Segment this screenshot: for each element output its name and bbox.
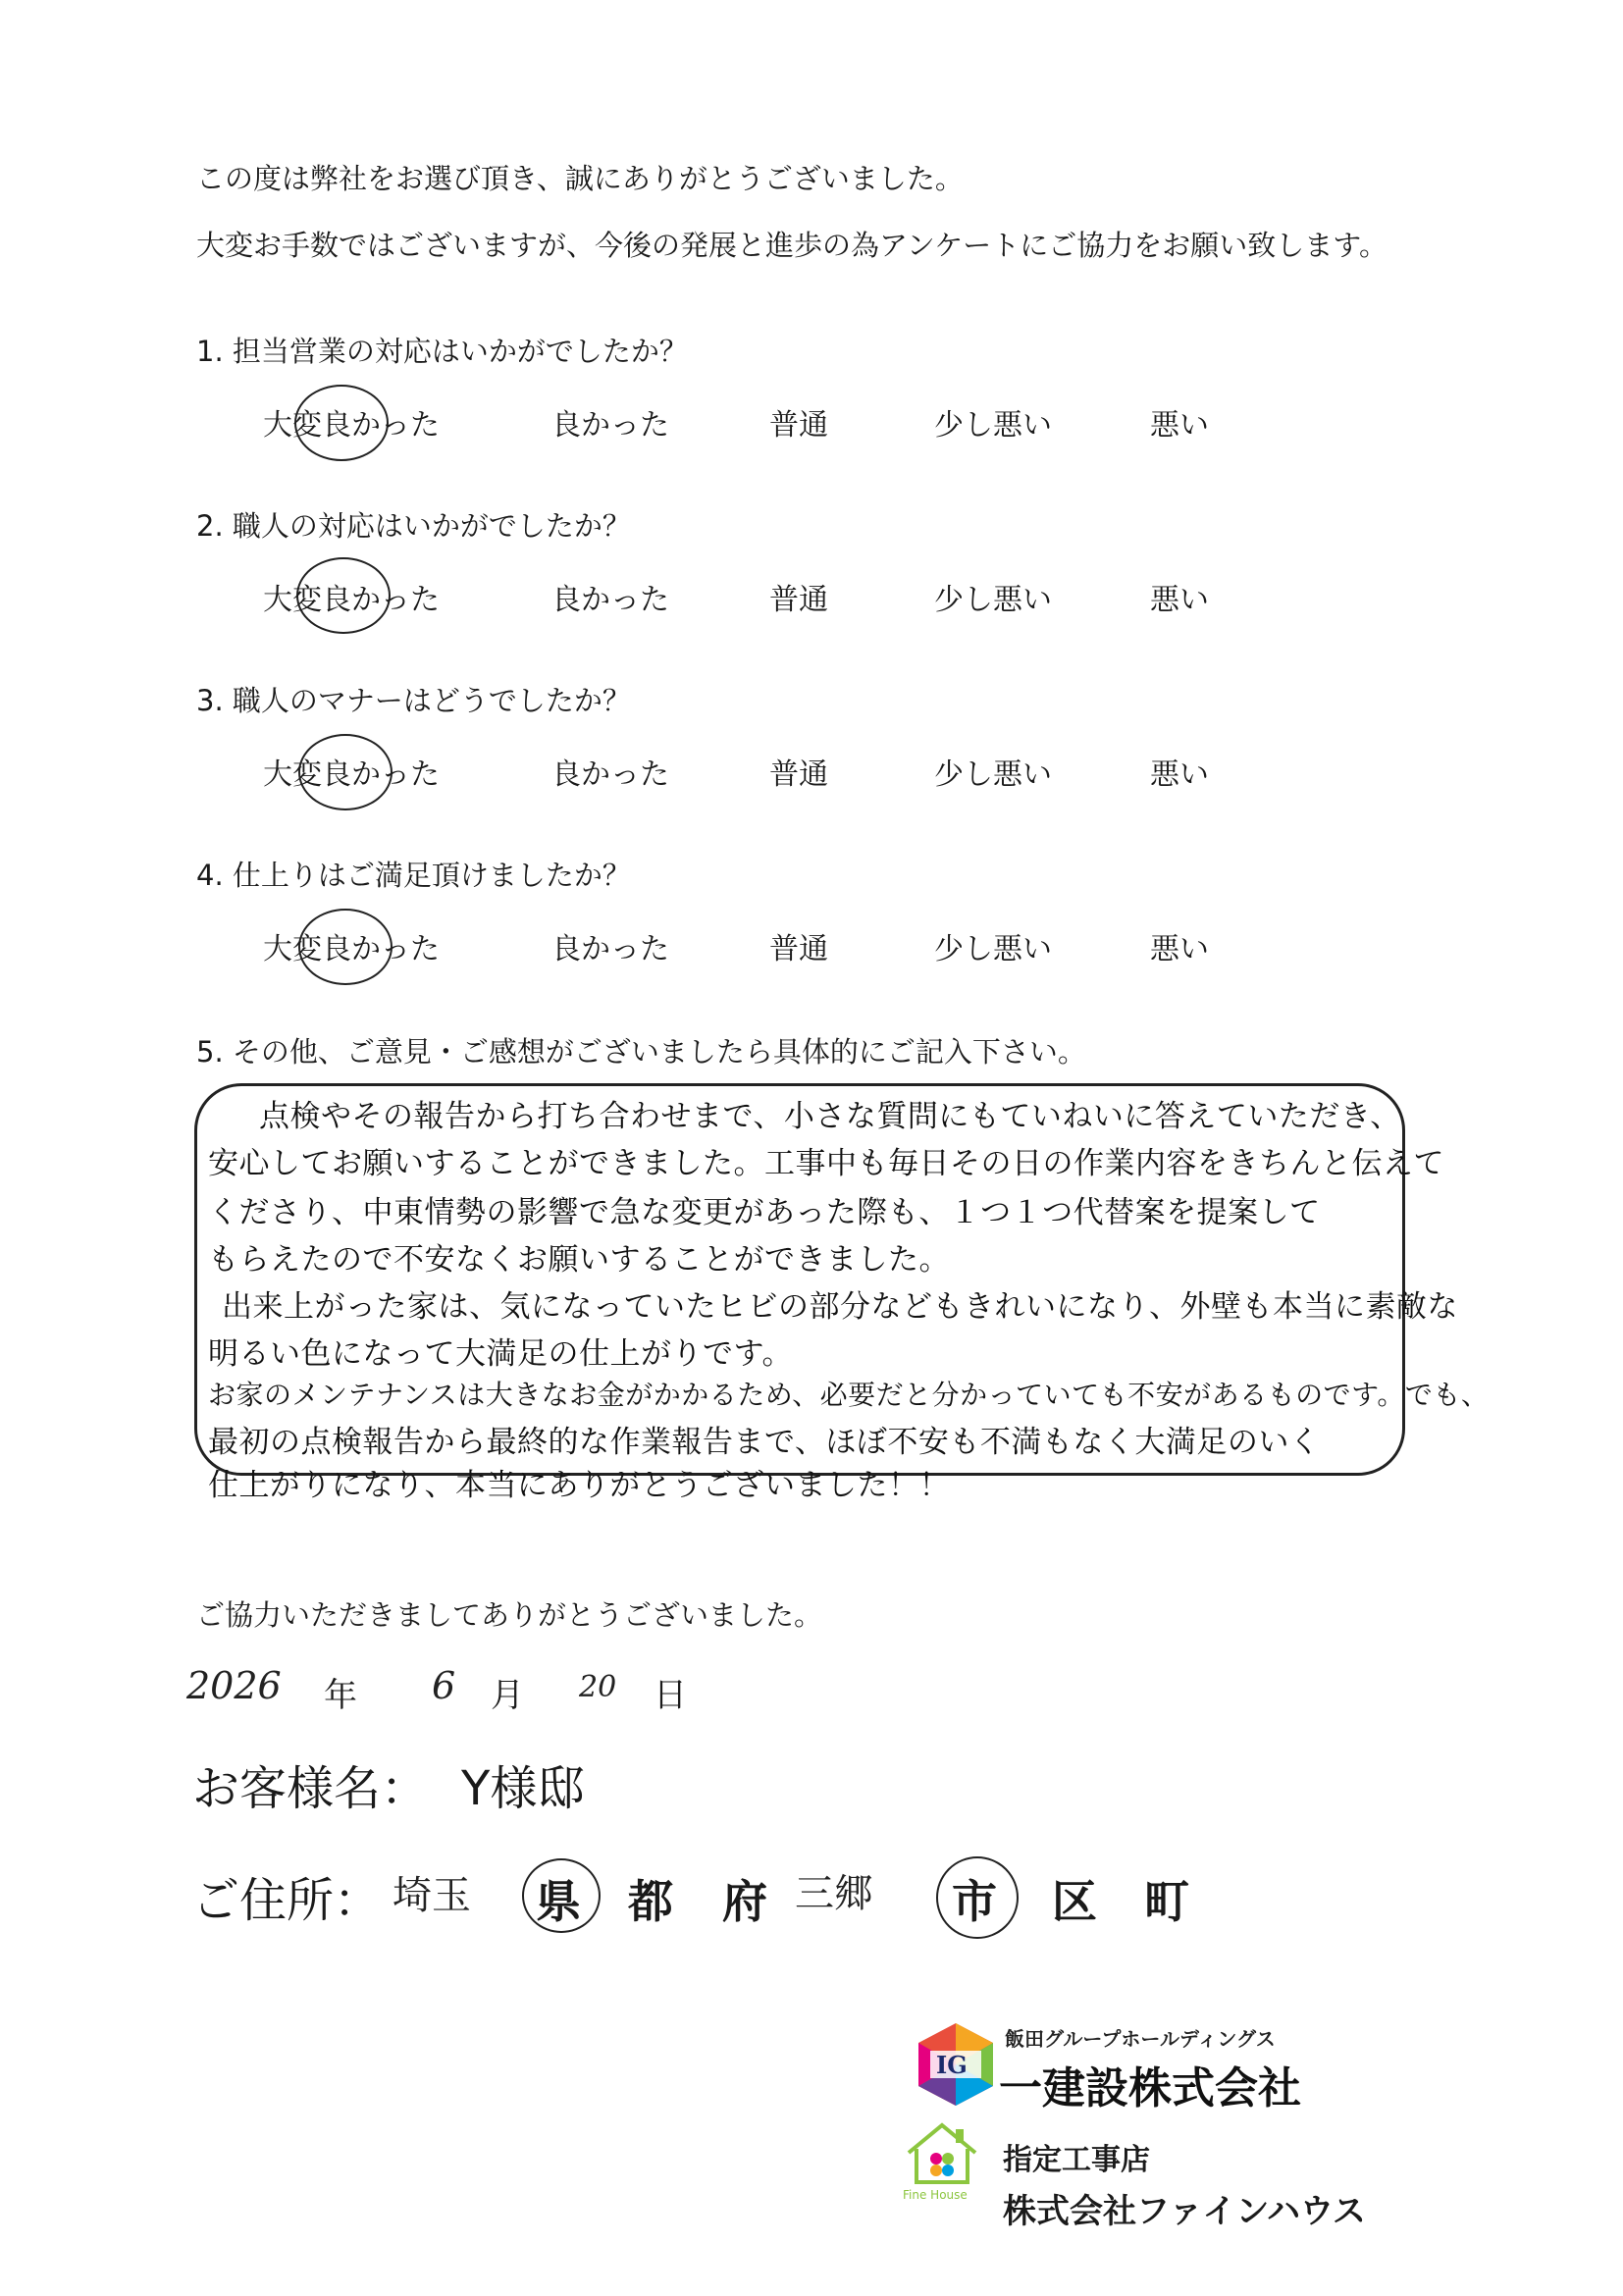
q2-option-very-good[interactable]: 大変良かった <box>263 583 440 617</box>
q2-option-bad[interactable]: 悪い <box>1150 583 1209 617</box>
date-month: 6 <box>432 1664 456 1707</box>
customer-label: お客様名： <box>192 1761 429 1816</box>
q3-option-good[interactable]: 良かった <box>551 757 669 792</box>
q2-option-slightly-bad[interactable]: 少し悪い <box>934 583 1052 617</box>
date-year: 2026 <box>186 1664 282 1707</box>
q2-option-good[interactable]: 良かった <box>551 583 669 617</box>
ig-logo-icon <box>913 2021 999 2108</box>
comment-line-6: 明るい色になって大満足の仕上がりです。 <box>208 1336 794 1372</box>
comment-line-3: くださり、中東情勢の影響で急な変更があった際も、１つ１つ代替案を提案して <box>208 1195 1321 1230</box>
q3-option-bad[interactable]: 悪い <box>1150 757 1209 792</box>
q1-option-slightly-bad[interactable]: 少し悪い <box>934 408 1052 443</box>
address-unit-metropolis[interactable]: 都 <box>628 1875 673 1928</box>
date-day-unit: 日 <box>654 1676 687 1715</box>
ig-logo-text: IG <box>936 2051 968 2079</box>
q1-option-very-good[interactable]: 大変良かった <box>263 408 440 443</box>
q1-option-good[interactable]: 良かった <box>551 408 669 443</box>
fine-house-logo-icon <box>903 2119 981 2204</box>
comment-line-4: もらえたので不安なくお願いすることができました。 <box>208 1242 950 1278</box>
comment-line-9: 仕上がりになり、本当にありがとうございました！！ <box>208 1468 950 1503</box>
q4-option-bad[interactable]: 悪い <box>1150 932 1209 966</box>
q4-option-good[interactable]: 良かった <box>551 932 669 966</box>
comment-line-7: お家のメンテナンスは大きなお金がかかるため、必要だと分かっていても不安があるものです。でも、 <box>208 1379 1490 1411</box>
address-unit-town[interactable]: 町 <box>1144 1875 1189 1928</box>
q4-option-very-good[interactable]: 大変良かった <box>263 932 440 966</box>
q4-option-slightly-bad[interactable]: 少し悪い <box>934 932 1052 966</box>
customer-name: Y様邸 <box>461 1761 585 1816</box>
address-city: 三郷 <box>795 1871 873 1916</box>
q4-option-normal[interactable]: 普通 <box>769 932 828 966</box>
question-5-label: 5. その他、ご意見・ご感想がございましたら具体的にご記入下さい。 <box>196 1035 1086 1069</box>
question-4-label: 4. 仕上りはご満足頂けましたか？ <box>196 859 631 892</box>
date-month-unit: 月 <box>491 1676 524 1715</box>
question-2-label: 2. 職人の対応はいかがでしたか？ <box>196 509 631 543</box>
group-name: 飯田グループホールディングス <box>1005 2027 1276 2051</box>
address-prefecture: 埼玉 <box>393 1873 471 1918</box>
company-name: 一建設株式会社 <box>999 2063 1301 2113</box>
comment-line-5: 出来上がった家は、気になっていたヒビの部分などもきれいになり、外壁も本当に素敵な <box>222 1289 1458 1325</box>
comment-line-8: 最初の点検報告から最終的な作業報告まで、ほぼ不安も不満もなく大満足のいく <box>208 1425 1321 1460</box>
comment-line-2: 安心してお願いすることができました。工事中も毎日その日の作業内容をきちんと伝えて <box>208 1146 1444 1181</box>
address-label: ご住所： <box>192 1873 382 1928</box>
q1-option-normal[interactable]: 普通 <box>769 408 828 443</box>
question-1-label: 1. 担当営業の対応はいかがでしたか？ <box>196 335 688 368</box>
comment-line-1: 点検やその報告から打ち合わせまで、小さな質問にもていねいに答えていただき、 <box>259 1099 1401 1134</box>
intro-line-2: 大変お手数ではございますが、今後の発展と進歩の為アンケートにご協力をお願い致します。 <box>196 229 1387 262</box>
date-year-unit: 年 <box>324 1676 357 1715</box>
contractor-name: 株式会社ファインハウス <box>1003 2192 1366 2231</box>
q2-option-normal[interactable]: 普通 <box>769 583 828 617</box>
contractor-label: 指定工事店 <box>1003 2143 1150 2177</box>
q3-option-very-good[interactable]: 大変良かった <box>263 757 440 792</box>
fine-house-logo-text: Fine House <box>903 2188 968 2202</box>
q3-option-normal[interactable]: 普通 <box>769 757 828 792</box>
closing-text: ご協力いただきましてありがとうございました。 <box>196 1598 823 1632</box>
q1-option-bad[interactable]: 悪い <box>1150 408 1209 443</box>
q3-option-slightly-bad[interactable]: 少し悪い <box>934 757 1052 792</box>
date-day: 20 <box>579 1670 617 1704</box>
address-unit-urban-prefecture[interactable]: 府 <box>722 1875 767 1928</box>
address-unit-prefecture[interactable]: 県 <box>536 1875 581 1928</box>
address-unit-city[interactable]: 市 <box>952 1875 997 1928</box>
intro-line-1: この度は弊社をお選び頂き、誠にありがとうございました。 <box>196 162 964 195</box>
question-3-label: 3. 職人のマナーはどうでしたか？ <box>196 684 631 717</box>
address-unit-ward[interactable]: 区 <box>1052 1875 1097 1928</box>
